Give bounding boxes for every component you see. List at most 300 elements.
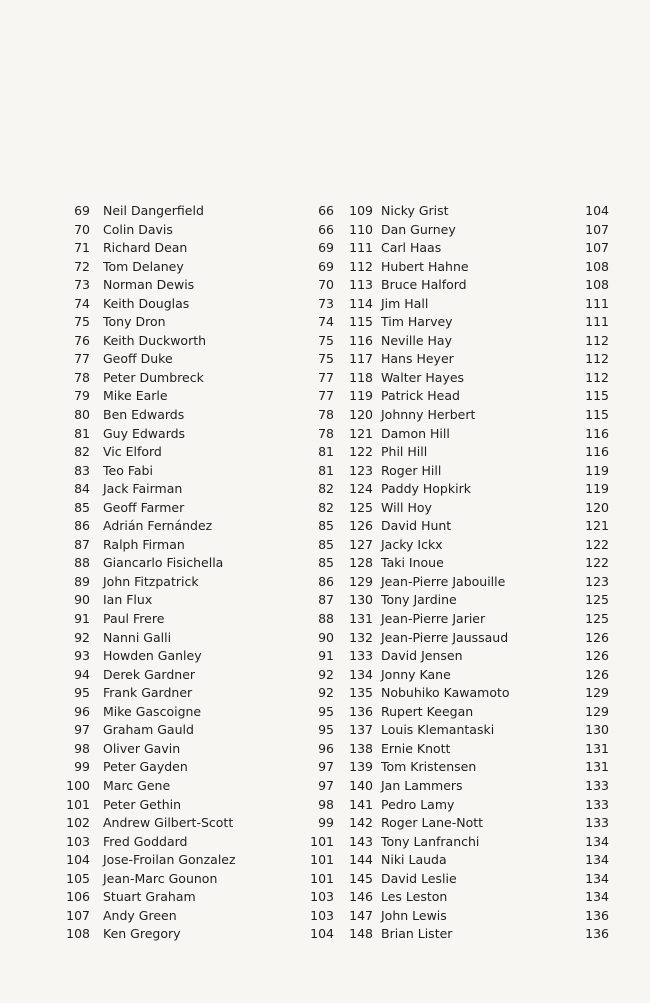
entry-name: Rupert Keegan (381, 703, 474, 719)
entry-name: John Lewis (381, 907, 447, 923)
entry-name: Peter Dumbreck (103, 369, 204, 385)
entry-number: 136 (349, 703, 373, 719)
entry-number: 81 (74, 425, 90, 441)
index-entry (64, 925, 334, 944)
entry-page-number: 116 (585, 444, 609, 460)
index-entry (64, 573, 334, 592)
entry-page-number: 92 (318, 685, 334, 701)
entry-number: 77 (74, 351, 90, 367)
entry-name: Derek Gardner (103, 666, 196, 682)
entry-page-number: 82 (318, 481, 334, 497)
entry-name: David Hunt (381, 518, 452, 534)
entry-number: 127 (349, 536, 373, 552)
entry-page-number: 108 (585, 277, 609, 293)
index-entry (342, 888, 612, 907)
entry-name: Jean-Pierre Jaussaud (381, 629, 509, 645)
entry-number: 69 (74, 203, 90, 218)
entry-name: Ralph Firman (103, 536, 185, 552)
index-entry (64, 202, 334, 221)
entry-page-number: 134 (585, 833, 609, 849)
entry-name: Andrew Gilbert-Scott (103, 815, 234, 831)
entry-name: Adrián Fernández (103, 518, 213, 534)
entry-number: 104 (66, 852, 90, 868)
entry-number: 135 (349, 685, 373, 701)
index-column-left (64, 202, 334, 944)
entry-name: Jean-Pierre Jabouille (381, 573, 506, 589)
entry-page-number: 131 (585, 740, 609, 756)
entry-name: Andy Green (103, 907, 177, 923)
entry-number: 125 (349, 499, 373, 515)
entry-page-number: 91 (318, 648, 334, 664)
index-entry (64, 313, 334, 332)
entry-page-number: 112 (585, 351, 609, 367)
index-entry (64, 406, 334, 425)
index-entry (342, 258, 612, 277)
index-entry (342, 573, 612, 592)
index-entry (342, 833, 612, 852)
index-entry (64, 554, 334, 573)
entry-page-number: 119 (585, 481, 609, 497)
index-entry (64, 443, 334, 462)
entry-number: 78 (74, 369, 90, 385)
entry-page-number: 85 (318, 518, 334, 534)
entry-page-number: 85 (318, 536, 334, 552)
entry-number: 80 (74, 407, 90, 423)
entry-page-number: 116 (585, 425, 609, 441)
entry-name: Jean-Pierre Jarier (381, 611, 486, 627)
index-entry (342, 666, 612, 685)
entry-name: Fred Goddard (103, 833, 188, 849)
index-entry (64, 684, 334, 703)
entry-name: Brian Lister (381, 926, 453, 942)
entry-name: Vic Elford (103, 444, 162, 460)
entry-name: Roger Lane-Nott (381, 815, 484, 831)
entry-page-number: 115 (585, 407, 609, 423)
entry-page-number: 126 (585, 648, 609, 664)
index-entry (64, 610, 334, 629)
entry-name: David Leslie (381, 870, 457, 886)
index-entry (342, 332, 612, 351)
entry-name: Giancarlo Fisichella (103, 555, 224, 571)
entry-number: 140 (349, 777, 373, 793)
entry-number: 115 (349, 314, 373, 330)
entry-page-number: 74 (318, 314, 334, 330)
index-entry (342, 462, 612, 481)
entry-page-number: 125 (585, 611, 609, 627)
entry-number: 91 (74, 611, 90, 627)
entry-number: 86 (74, 518, 90, 534)
index-entry (64, 239, 334, 258)
entry-number: 100 (66, 777, 90, 793)
index-entry (64, 295, 334, 314)
index-entry (64, 369, 334, 388)
entry-name: Bruce Halford (381, 277, 467, 293)
entry-number: 75 (74, 314, 90, 330)
entry-page-number: 81 (318, 444, 334, 460)
index-entry (342, 276, 612, 295)
entry-name: Paddy Hopkirk (381, 481, 471, 497)
index-entry (342, 517, 612, 536)
entry-number: 85 (74, 499, 90, 515)
entry-name: Tony Lanfranchi (381, 833, 480, 849)
entry-name: Richard Dean (103, 240, 188, 256)
entry-page-number: 96 (318, 740, 334, 756)
entry-page-number: 134 (585, 870, 609, 886)
index-entry (64, 499, 334, 518)
entry-number: 82 (74, 444, 90, 460)
entry-number: 99 (74, 759, 90, 775)
entry-page-number: 99 (318, 815, 334, 831)
entry-number: 147 (349, 907, 373, 923)
entry-page-number: 86 (318, 573, 334, 589)
entry-number: 108 (66, 926, 90, 942)
entry-number: 129 (349, 573, 373, 589)
index-entry (342, 814, 612, 833)
entry-name: Marc Gene (103, 777, 171, 793)
entry-name: Will Hoy (381, 499, 432, 515)
index-entry (64, 666, 334, 685)
entry-number: 107 (66, 907, 90, 923)
entry-page-number: 112 (585, 332, 609, 348)
index-entry (342, 740, 612, 759)
entry-page-number: 115 (585, 388, 609, 404)
entry-page-number: 70 (318, 277, 334, 293)
entry-page-number: 98 (318, 796, 334, 812)
index-entry (64, 796, 334, 815)
entry-name: Ben Edwards (103, 407, 185, 423)
entry-name: Keith Duckworth (103, 332, 207, 348)
entry-number: 101 (66, 796, 90, 812)
index-entry (64, 276, 334, 295)
entry-number: 89 (74, 573, 90, 589)
entry-number: 74 (74, 295, 90, 311)
entry-name: Tim Harvey (381, 314, 453, 330)
entry-number: 105 (66, 870, 90, 886)
entry-number: 84 (74, 481, 90, 497)
entry-name: Colin Davis (103, 221, 173, 237)
entry-name: Ernie Knott (381, 740, 451, 756)
entry-number: 116 (349, 332, 373, 348)
entry-page-number: 136 (585, 907, 609, 923)
entry-page-number: 108 (585, 258, 609, 274)
entry-name: Roger Hill (381, 462, 442, 478)
index-entry (64, 814, 334, 833)
entry-page-number: 97 (318, 759, 334, 775)
entry-page-number: 69 (318, 240, 334, 256)
entry-name: Louis Klemantaski (381, 722, 495, 738)
entry-page-number: 88 (318, 611, 334, 627)
entry-number: 126 (349, 518, 373, 534)
entry-page-number: 73 (318, 295, 334, 311)
entry-name: Pedro Lamy (381, 796, 455, 812)
entry-number: 124 (349, 481, 373, 497)
entry-name: Keith Douglas (103, 295, 190, 311)
entry-page-number: 133 (585, 777, 609, 793)
entry-page-number: 129 (585, 685, 609, 701)
entry-number: 133 (349, 648, 373, 664)
entry-page-number: 101 (310, 852, 334, 868)
entry-page-number: 95 (318, 722, 334, 738)
entry-page-number: 77 (318, 369, 334, 385)
entry-number: 144 (349, 852, 373, 868)
index-entry (342, 647, 612, 666)
entry-page-number: 133 (585, 796, 609, 812)
entry-page-number: 104 (310, 926, 334, 942)
entry-name: Tom Delaney (103, 258, 184, 274)
entry-name: Jan Lammers (381, 777, 463, 793)
entry-number: 111 (349, 240, 373, 256)
entry-page-number: 77 (318, 388, 334, 404)
entry-name: Peter Gethin (103, 796, 182, 812)
index-entry (342, 870, 612, 889)
entry-name: Jack Fairman (103, 481, 183, 497)
entry-name: Nobuhiko Kawamoto (381, 685, 510, 701)
entry-number: 102 (66, 815, 90, 831)
entry-page-number: 66 (318, 221, 334, 237)
entry-page-number: 129 (585, 703, 609, 719)
index-entry (342, 796, 612, 815)
entry-page-number: 78 (318, 407, 334, 423)
entry-page-number: 120 (585, 499, 609, 515)
entry-number: 96 (74, 703, 90, 719)
entry-number: 97 (74, 722, 90, 738)
index-entry (342, 851, 612, 870)
index-entry (342, 907, 612, 926)
entry-page-number: 101 (310, 833, 334, 849)
entry-page-number: 69 (318, 258, 334, 274)
index-entry (342, 221, 612, 240)
entry-name: Tony Dron (103, 314, 166, 330)
entry-page-number: 104 (585, 203, 609, 218)
entry-page-number: 90 (318, 629, 334, 645)
index-entry (64, 833, 334, 852)
entry-number: 142 (349, 815, 373, 831)
entry-name: Neil Dangerfield (103, 203, 204, 218)
entry-name: Teo Fabi (103, 462, 153, 478)
entry-page-number: 130 (585, 722, 609, 738)
entry-page-number: 134 (585, 852, 609, 868)
entry-name: Hubert Hahne (381, 258, 469, 274)
entry-page-number: 121 (585, 518, 609, 534)
index-entry (342, 350, 612, 369)
entry-page-number: 119 (585, 462, 609, 478)
entry-page-number: 126 (585, 629, 609, 645)
entry-page-number: 107 (585, 240, 609, 256)
entry-number: 137 (349, 722, 373, 738)
index-column-right (342, 202, 612, 944)
index-entry (342, 239, 612, 258)
entry-number: 93 (74, 648, 90, 664)
entry-number: 143 (349, 833, 373, 849)
entry-number: 79 (74, 388, 90, 404)
entry-page-number: 103 (310, 907, 334, 923)
entry-name: Howden Ganley (103, 648, 202, 664)
index-entry (64, 740, 334, 759)
index-entry (342, 480, 612, 499)
entry-name: Frank Gardner (103, 685, 193, 701)
entry-page-number: 75 (318, 351, 334, 367)
entry-number: 139 (349, 759, 373, 775)
entry-page-number: 66 (318, 203, 334, 218)
entry-name: Nicky Grist (381, 203, 449, 218)
index-entry (64, 425, 334, 444)
entry-name: Dan Gurney (381, 221, 456, 237)
index-entry (64, 536, 334, 555)
entry-page-number: 101 (310, 870, 334, 886)
entry-page-number: 95 (318, 703, 334, 719)
entry-number: 123 (349, 462, 373, 478)
entry-page-number: 92 (318, 666, 334, 682)
entry-number: 130 (349, 592, 373, 608)
index-entry (64, 517, 334, 536)
entry-name: Tom Kristensen (381, 759, 477, 775)
index-entry (342, 425, 612, 444)
entry-number: 98 (74, 740, 90, 756)
entry-name: Oliver Gavin (103, 740, 181, 756)
entry-number: 73 (74, 277, 90, 293)
index-entry (342, 591, 612, 610)
entry-name: Jonny Kane (381, 666, 451, 682)
index-entry (64, 591, 334, 610)
entry-name: Hans Heyer (381, 351, 454, 367)
index-entry (64, 387, 334, 406)
entry-page-number: 75 (318, 332, 334, 348)
index-entry (342, 499, 612, 518)
index-entry (64, 870, 334, 889)
entry-number: 72 (74, 258, 90, 274)
entry-name: John Fitzpatrick (103, 573, 199, 589)
entry-name: Norman Dewis (103, 277, 195, 293)
index-entry (64, 888, 334, 907)
index-entry (342, 925, 612, 944)
entry-name: Stuart Graham (103, 889, 196, 905)
index-entry (64, 350, 334, 369)
index-entry (342, 387, 612, 406)
index-entry (342, 369, 612, 388)
index-entry (342, 313, 612, 332)
entry-number: 138 (349, 740, 373, 756)
entry-page-number: 78 (318, 425, 334, 441)
entry-number: 134 (349, 666, 373, 682)
index-entry (342, 721, 612, 740)
entry-name: Les Leston (381, 889, 448, 905)
index-entry (64, 777, 334, 796)
index-entry (342, 443, 612, 462)
index-entry (64, 758, 334, 777)
entry-number: 113 (349, 277, 373, 293)
index-entry (342, 554, 612, 573)
entry-page-number: 136 (585, 926, 609, 942)
entry-number: 70 (74, 221, 90, 237)
index-entry (64, 462, 334, 481)
entry-name: Patrick Head (381, 388, 460, 404)
entry-number: 87 (74, 536, 90, 552)
entry-page-number: 81 (318, 462, 334, 478)
entry-number: 148 (349, 926, 373, 942)
entry-name: Taki Inoue (381, 555, 444, 571)
entry-page-number: 123 (585, 573, 609, 589)
entry-page-number: 112 (585, 369, 609, 385)
entry-name: Graham Gauld (103, 722, 194, 738)
entry-name: Ian Flux (103, 592, 153, 608)
index-entry (64, 332, 334, 351)
entry-page-number: 97 (318, 777, 334, 793)
index-entry (64, 703, 334, 722)
index-entry (342, 703, 612, 722)
entry-number: 90 (74, 592, 90, 608)
entry-number: 88 (74, 555, 90, 571)
index-entry (64, 221, 334, 240)
entry-page-number: 133 (585, 815, 609, 831)
entry-number: 94 (74, 666, 90, 682)
entry-number: 119 (349, 388, 373, 404)
index-entry (342, 758, 612, 777)
entry-name: Niki Lauda (381, 852, 447, 868)
entry-page-number: 107 (585, 221, 609, 237)
entry-name: Jim Hall (381, 295, 429, 311)
entry-number: 128 (349, 555, 373, 571)
entry-page-number: 103 (310, 889, 334, 905)
entry-name: Carl Haas (381, 240, 442, 256)
entry-number: 131 (349, 611, 373, 627)
index-entry (342, 610, 612, 629)
index-entry (342, 629, 612, 648)
entry-number: 145 (349, 870, 373, 886)
entry-page-number: 122 (585, 555, 609, 571)
entry-name: Guy Edwards (103, 425, 186, 441)
index-entry (342, 406, 612, 425)
index-entry (342, 202, 612, 221)
entry-number: 95 (74, 685, 90, 701)
entry-page-number: 134 (585, 889, 609, 905)
entry-name: David Jensen (381, 648, 463, 664)
entry-name: Walter Hayes (381, 369, 465, 385)
entry-number: 146 (349, 889, 373, 905)
entry-page-number: 131 (585, 759, 609, 775)
entry-name: Peter Gayden (103, 759, 188, 775)
entry-number: 117 (349, 351, 373, 367)
entry-number: 120 (349, 407, 373, 423)
index-entry (342, 684, 612, 703)
index-entry (64, 647, 334, 666)
index-entry (64, 851, 334, 870)
entry-number: 110 (349, 221, 373, 237)
entry-name: Phil Hill (381, 444, 428, 460)
index-entry (64, 480, 334, 499)
index-entry (64, 258, 334, 277)
entry-page-number: 87 (318, 592, 334, 608)
entry-number: 76 (74, 332, 90, 348)
index-entry (64, 721, 334, 740)
entry-name: Jose-Froilan Gonzalez (103, 852, 236, 868)
entry-name: Jean-Marc Gounon (103, 870, 218, 886)
index-entry (342, 536, 612, 555)
entry-page-number: 82 (318, 499, 334, 515)
entry-name: Paul Frere (103, 611, 165, 627)
entry-page-number: 111 (585, 314, 609, 330)
entry-page-number: 126 (585, 666, 609, 682)
entry-number: 132 (349, 629, 373, 645)
entry-number: 122 (349, 444, 373, 460)
entry-name: Mike Gascoigne (103, 703, 202, 719)
entry-number: 114 (349, 295, 373, 311)
index-entry (342, 295, 612, 314)
entry-number: 118 (349, 369, 373, 385)
entry-number: 83 (74, 462, 90, 478)
entry-page-number: 122 (585, 536, 609, 552)
index-entry (64, 907, 334, 926)
entry-page-number: 111 (585, 295, 609, 311)
